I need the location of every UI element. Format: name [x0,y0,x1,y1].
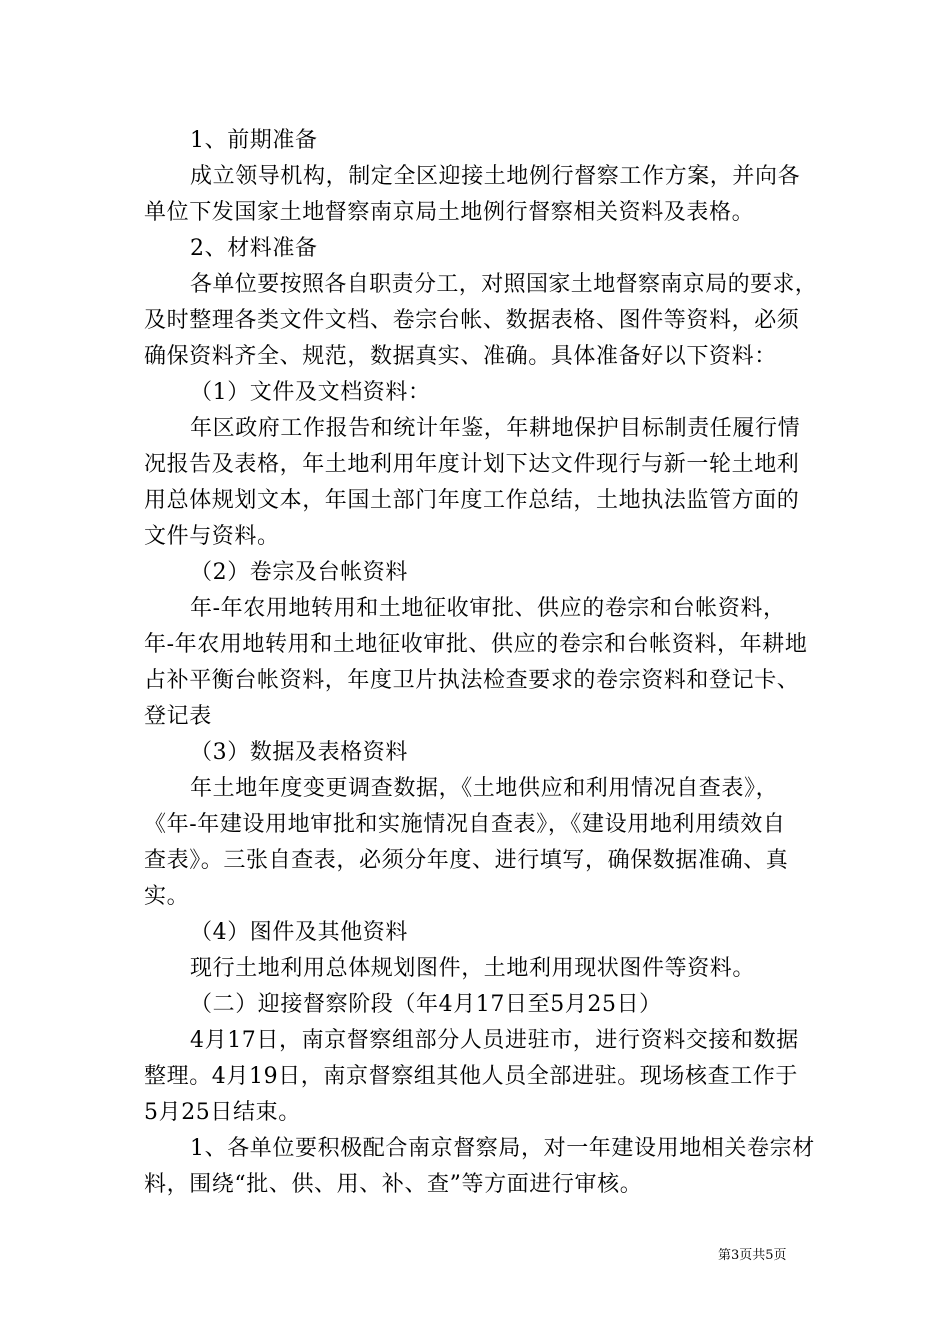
paragraph-line: 1、各单位要积极配合南京督察局，对一年建设用地相关卷宗材 [190,1136,815,1161]
paragraph-line: 文件与资料。 [144,524,280,549]
paragraph-line: 实。 [144,884,190,909]
paragraph-line: 现行土地利用总体规划图件，土地利用现状图件等资料。 [190,956,756,981]
paragraph-line: 查表》。三张自查表，必须分年度、进行填写，确保数据准确、真 [144,848,789,873]
heading-2-materials: 2、材料准备 [190,236,318,261]
paragraph-line: 单位下发国家土地督察南京局土地例行督察相关资料及表格。 [144,200,755,225]
subheading-maps-other: （4）图件及其他资料 [190,920,408,945]
paragraph-line: 整理。4月19日，南京督察组其他人员全部进驻。现场核查工作于 [144,1064,798,1089]
paragraph-line: 登记表 [144,704,212,729]
paragraph-line: 年-年农用地转用和土地征收审批、供应的卷宗和台帐资料， [190,596,786,621]
section-heading-inspection-stage: （二）迎接督察阶段（年4月17日至5月25日） [190,992,662,1017]
paragraph-line: 料，围绕“批、供、用、补、查”等方面进行审核。 [144,1172,643,1197]
paragraph-line: 用总体规划文本，年国土部门年度工作总结，土地执法监管方面的 [144,488,800,513]
paragraph-line: 及时整理各类文件文档、卷宗台帐、数据表格、图件等资料，必须 [144,308,800,333]
paragraph-line: 《年-年建设用地审批和实施情况自查表》，《建设用地利用绩效自 [144,812,786,837]
paragraph-line: 成立领导机构，制定全区迎接土地例行督察工作方案，并向各 [190,164,801,189]
subheading-files-ledgers: （2）卷宗及台帐资料 [190,560,408,585]
subheading-data-tables: （3）数据及表格资料 [190,740,408,765]
subheading-documents: （1）文件及文档资料： [190,380,431,405]
paragraph-line: 确保资料齐全、规范，数据真实、准确。具体准备好以下资料： [144,344,777,369]
paragraph-line: 占补平衡台帐资料，年度卫片执法检查要求的卷宗资料和登记卡、 [144,668,800,693]
paragraph-line: 4月17日，南京督察组部分人员进驻市，进行资料交接和数据 [190,1028,799,1053]
paragraph-line: 年土地年度变更调查数据，《土地供应和利用情况自查表》， [190,776,779,801]
paragraph-line: 年区政府工作报告和统计年鉴，年耕地保护目标制责任履行情 [190,416,801,441]
paragraph-line: 5月25日结束。 [144,1100,301,1125]
page-number-footer: 第3页共5页 [718,1248,787,1263]
paragraph-line: 各单位要按照各自职责分工，对照国家土地督察南京局的要求， [190,272,818,297]
paragraph-line: 况报告及表格，年土地利用年度计划下达文件现行与新一轮土地利 [144,452,800,477]
heading-1-preparation: 1、前期准备 [190,128,318,153]
paragraph-line: 年-年农用地转用和土地征收审批、供应的卷宗和台帐资料，年耕地 [144,632,808,657]
